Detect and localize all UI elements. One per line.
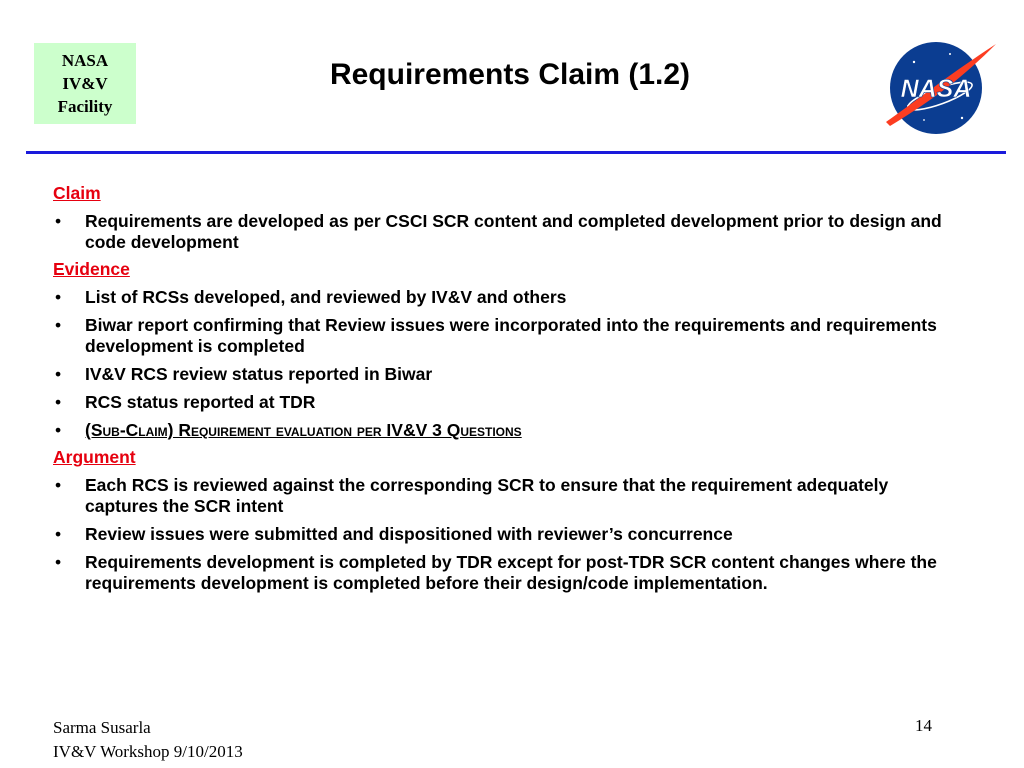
bullet-icon: • [55, 392, 62, 412]
facility-line-2: IV&V [62, 74, 108, 93]
claim-heading: Claim [53, 183, 101, 203]
footer-author: Sarma Susarla [53, 718, 151, 737]
list-item: • IV&V RCS review status reported in Biwar [55, 364, 433, 384]
facility-line-1: NASA [61, 51, 109, 70]
evidence-list [53, 287, 943, 441]
evidence-heading: Evidence [53, 259, 130, 279]
bullet-icon: • [55, 211, 62, 231]
list-item: • RCS status reported at TDR [55, 392, 316, 412]
facility-label-box [34, 43, 136, 124]
list-item: • Requirements development is completed by TDR except for post-TDR SCR content changes where the requirements development is completed before their design/code implementation. [55, 552, 937, 593]
page-number: 14 [915, 716, 932, 735]
list-item: • Each RCS is reviewed against the corresponding SCR to ensure that the requirement adequately captures the SCR intent [55, 475, 889, 516]
footer-credits [53, 716, 243, 764]
slide-title: Requirements Claim (1.2) [329, 58, 691, 91]
list-item [53, 420, 943, 441]
argument-heading: Argument [53, 447, 136, 467]
bullet-icon: • [55, 552, 62, 572]
footer-event: IV&V Workshop 9/10/2013 [53, 742, 243, 761]
title-divider [26, 151, 1006, 154]
nasa-logo-text: NASA [900, 75, 972, 103]
bullet-icon: • [55, 364, 62, 384]
list-item: • Biwar report confirming that Review issues were incorporated into the requirements and requirements development is completed [55, 315, 937, 356]
bullet-icon: • [55, 287, 62, 307]
bullet-icon: • [55, 315, 62, 335]
argument-list [53, 475, 943, 594]
bullet-icon: • [55, 524, 62, 544]
list-item: • Review issues were submitted and dispositioned with reviewer’s concurrence [55, 524, 733, 544]
bullet-icon: • [55, 475, 62, 495]
sub-claim-link[interactable]: (Sub-Claim) Requirement evaluation per IV&V 3 Questions [85, 420, 522, 440]
facility-line-3: Facility [57, 97, 113, 116]
nasa-logo-icon [880, 36, 1000, 136]
slide-body [53, 183, 943, 594]
list-item: • List of RCSs developed, and reviewed by IV&V and others [55, 287, 567, 307]
claim-list [53, 211, 943, 253]
bullet-icon: • [55, 420, 62, 440]
list-item: • Requirements are developed as per CSCI SCR content and completed development prior to design and code development [55, 211, 942, 252]
